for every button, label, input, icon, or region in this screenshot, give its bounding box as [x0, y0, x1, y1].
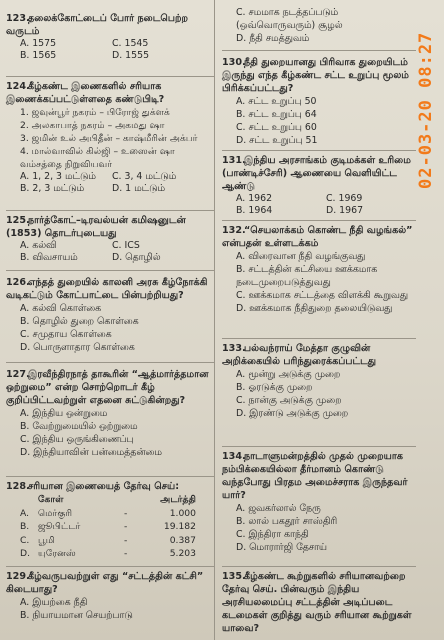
question-132: 132.“செயலாக்கம் கொண்ட நீதி வழங்கல்” என்பதன் உள்ளடக்கம் A. விரைவான நீதி வழங்குவது B. சட்டத்தின் கட்சியை ஊக்கமாக நடைமுறைபடுத்துவது C. ஊக்கமாக சட்டத்தை விளக்கி கூறுவது D. ஊக்கமாக நீதிதுறை தலையிடுவது	[222, 224, 416, 315]
table-row[interactable]: A. மெர்குரி - 1.000	[20, 507, 196, 519]
question-129-continued	[222, 6, 416, 45]
divider-line	[222, 50, 416, 51]
option-b[interactable]: B. 1565	[20, 50, 57, 61]
option-c[interactable]: C. சமுதாய கொள்கை	[20, 329, 112, 340]
option-b[interactable]: B. 2, 3 மட்டும்	[20, 183, 85, 194]
column-divider	[214, 0, 215, 640]
question-135: 135.கீழ்கண்ட கூற்றுகளில் சரியானவற்றை தேர்வு செய். பின்வரும் இந்திய அரசியலமைப்பு சட்டத்தின் அடிப்படை கடமைகள் குறித்து வரும் சரியான கூற்றுகள் யாவை?	[222, 571, 412, 634]
divider-line	[222, 566, 416, 567]
divider-line	[6, 566, 214, 567]
question-124: 124.கீழ்கண்ட இணைகளில் சரியாக இணைக்கப்பட்டுள்ளதை கண்டுபிடி? 1. ஜவுன்பூர் நகரம் – பிரோஜ் துக்ளக் 2. அலகாபாத் நகரம் – அகமது ஷா 3. ஜமின் உல் அபிதீன் – காஷ்மீரின் அக்பர் 4. மால்வாவில் கில்ஜி – உஸைன் ஷா வம்சத்தை நிறுவியவர் A. 1, 2, 3 மட்டும் C. 3, 4 மட்டும் B. 2, 3 மட்டும் D. 1 மட்டும்	[6, 80, 212, 195]
option-b[interactable]: B. சட்டத்தின் கட்சியை ஊக்கமாக நடைமுறைபடுத்துவது	[236, 264, 378, 288]
option-d[interactable]: D. 1 மட்டும்	[112, 183, 166, 194]
option-a[interactable]: A. 1575	[20, 38, 57, 49]
option-d[interactable]: D. இரண்டு அடுக்கு முறை	[236, 408, 349, 419]
option-d[interactable]: D. சட்ட உறுப்பு 51	[236, 135, 318, 146]
option-c[interactable]: C. 1969	[326, 193, 363, 204]
question-133: 133.பல்வந்ராய் மேத்தா குழுவின் அறிக்கையில் பரிந்துரைக்கப்பட்டது A. மூன்று அடுக்கு முறை B. ஓரடுக்கு முறை C. நான்கு அடுக்கு முறை D. இரண்டு அடுக்கு முறை	[222, 342, 416, 420]
option-c[interactable]: C. 3, 4 மட்டும்	[112, 171, 177, 182]
divider-line	[6, 270, 214, 271]
divider-line	[222, 150, 416, 151]
divider-line	[6, 210, 214, 211]
option-d[interactable]: D. 1555	[112, 50, 150, 61]
option-c[interactable]: C. நான்கு அடுக்கு முறை	[236, 395, 342, 406]
option-a[interactable]: A. விரைவான நீதி வழங்குவது	[236, 251, 366, 262]
question-126: 126.எந்தத் துறையில் காலனி அரசு கீழ்நோக்கி வடிகட்டும் கோட்பாட்டை பின்பற்றியது? A. கல்வி கொள்கை B. தொழில் துறை கொள்கை C. சமுதாய கொள்கை D. பொருளாதார கொள்கை	[6, 276, 212, 354]
option-b[interactable]: B. லால் பகதூர் சாஸ்திரி	[236, 516, 338, 527]
option-d[interactable]: D. தொழில்	[112, 252, 161, 263]
option-b[interactable]: B. சட்ட உறுப்பு 64	[236, 109, 317, 120]
option-d[interactable]: D. 1967	[326, 205, 364, 216]
option-d[interactable]: D. ஊக்கமாக நீதிதுறை தலையிடுவது	[236, 303, 393, 314]
option-c[interactable]: C. சமமாக நடத்தப்படும் (ஒவ்வொருவரும்) சூழல்	[236, 7, 343, 31]
question-123: 123.தலைக்கோட்டைப் போர் நடைபெற்ற வருடம் A. 1575 C. 1545 B. 1565 D. 1555	[6, 12, 212, 62]
table-row[interactable]: C. பூமி - 0.387	[20, 534, 196, 546]
option-a[interactable]: A. கல்வி	[20, 240, 57, 251]
option-b[interactable]: B. 1964	[236, 205, 273, 216]
table-header: கோள் அடர்த்தி	[38, 494, 196, 505]
option-b[interactable]: B. வேற்றுமையில் ஒற்றுமை	[20, 421, 138, 432]
option-a[interactable]: A. 1, 2, 3 மட்டும்	[20, 171, 96, 182]
photo-timestamp: 02-03-20 08:27	[416, 31, 436, 189]
option-c[interactable]: C. இந்திரா காந்தி	[236, 529, 309, 540]
divider-line	[222, 220, 416, 221]
option-b[interactable]: B. விவசாயம்	[20, 252, 78, 263]
option-a[interactable]: A. 1962	[236, 193, 273, 204]
option-c[interactable]: C. இந்திய ஒருங்கிணைப்பு	[20, 434, 134, 445]
option-b[interactable]: B. ஓரடுக்கு முறை	[236, 382, 313, 393]
divider-line	[6, 76, 214, 77]
divider-line	[222, 446, 416, 447]
option-d[interactable]: D. மொரார்ஜி தேசாய்	[236, 542, 327, 553]
question-130: 130.நீதி துறையானது பிரிவாக துறையிடம் இருந்து எந்த கீழ்கண்ட சட்ட உறுப்பு மூலம் பிரிக்கப்பட்டது? A. சட்ட உறுப்பு 50 B. சட்ட உறுப்பு 64 C. சட்ட உறுப்பு 60 D. சட்ட உறுப்பு 51	[222, 56, 416, 147]
table-row[interactable]: B. ஜூபிட்டர் - 19.182	[20, 521, 196, 532]
option-d[interactable]: D. இந்தியாவின் பன்மைத்தன்மை	[20, 447, 162, 458]
divider-line	[222, 338, 416, 339]
question-129: 129.கீழ்வருபவற்றுள் எது “சட்டத்தின் கட்சி” கிடையாது? A. இயற்கை நீதி B. நியாயமான செயற்பாடு	[6, 570, 212, 622]
option-d[interactable]: D. நீதி சமத்துவம்	[236, 33, 310, 44]
question-128: 128.சரியான இணையைத் தேர்வு செய்: கோள் அடர்த்தி A. மெர்குரி - 1.000 B. ஜூபிட்டர் - 19.182 C. பூமி - 0.387 D. யுரேனஸ் - 5.203	[6, 480, 212, 561]
question-134: 134.நாடாளுமன்றத்தில் முதல் முறையாக நம்பிக்கையில்லா தீர்மானம் கொண்டு வந்தபோது பிரதம அமைச்சராக இருந்தவர் யார்? A. ஜவகர்லால் நேரு B. லால் பகதூர் சாஸ்திரி C. இந்திரா காந்தி D. மொரார்ஜி தேசாய்	[222, 450, 416, 554]
option-b[interactable]: B. நியாயமான செயற்பாடு	[20, 610, 133, 621]
option-a[interactable]: A. சட்ட உறுப்பு 50	[236, 96, 317, 107]
question-131: 131.இந்திய அரசாங்கம் குடிமக்கள் உரிமை (பாண்டிச்சேரி) ஆணையை வெளியிட்ட ஆண்டு A. 1962 C. 1969 B. 1964 D. 1967	[222, 154, 416, 217]
option-c[interactable]: C. 1545	[112, 38, 149, 49]
option-d[interactable]: D. பொருளாதார கொள்கை	[20, 342, 135, 353]
question-127: 127.இரவீந்திரநாத் தாகூரின் “ஆத்மார்த்தமான ஒற்றுமை” என்ற சொற்றொடர் கீழ் குறிப்பிட்டவற்றுள் எதனை சுட்டுகின்றது? A. இந்திய ஒன்றுமை B. வேற்றுமையில் ஒற்றுமை C. இந்திய ஒருங்கிணைப்பு D. இந்தியாவின் பன்மைத்தன்மை	[6, 368, 212, 459]
option-c[interactable]: C. ஊக்கமாக சட்டத்தை விளக்கி கூறுவது	[236, 290, 409, 301]
question-125: 125.நார்த்கோட்–டிரவல்யன் கமிஷனுடன் (1853) தொடர்புடையது A. கல்வி C. ICS B. விவசாயம் D. தொழில்	[6, 214, 212, 264]
divider-line	[6, 362, 214, 363]
option-a[interactable]: A. இயற்கை நீதி	[20, 597, 88, 608]
option-a[interactable]: A. கல்வி கொள்கை	[20, 303, 102, 314]
option-b[interactable]: B. தொழில் துறை கொள்கை	[20, 316, 139, 327]
density-table	[6, 493, 212, 561]
option-c[interactable]: C. சட்ட உறுப்பு 60	[236, 122, 317, 133]
table-row[interactable]: D. யுரேனஸ் - 5.203	[20, 548, 196, 559]
option-a[interactable]: A. ஜவகர்லால் நேரு	[236, 503, 321, 514]
option-a[interactable]: A. இந்திய ஒன்றுமை	[20, 408, 108, 419]
divider-line	[6, 476, 214, 477]
option-a[interactable]: A. மூன்று அடுக்கு முறை	[236, 369, 341, 380]
option-c[interactable]: C. ICS	[112, 240, 140, 251]
